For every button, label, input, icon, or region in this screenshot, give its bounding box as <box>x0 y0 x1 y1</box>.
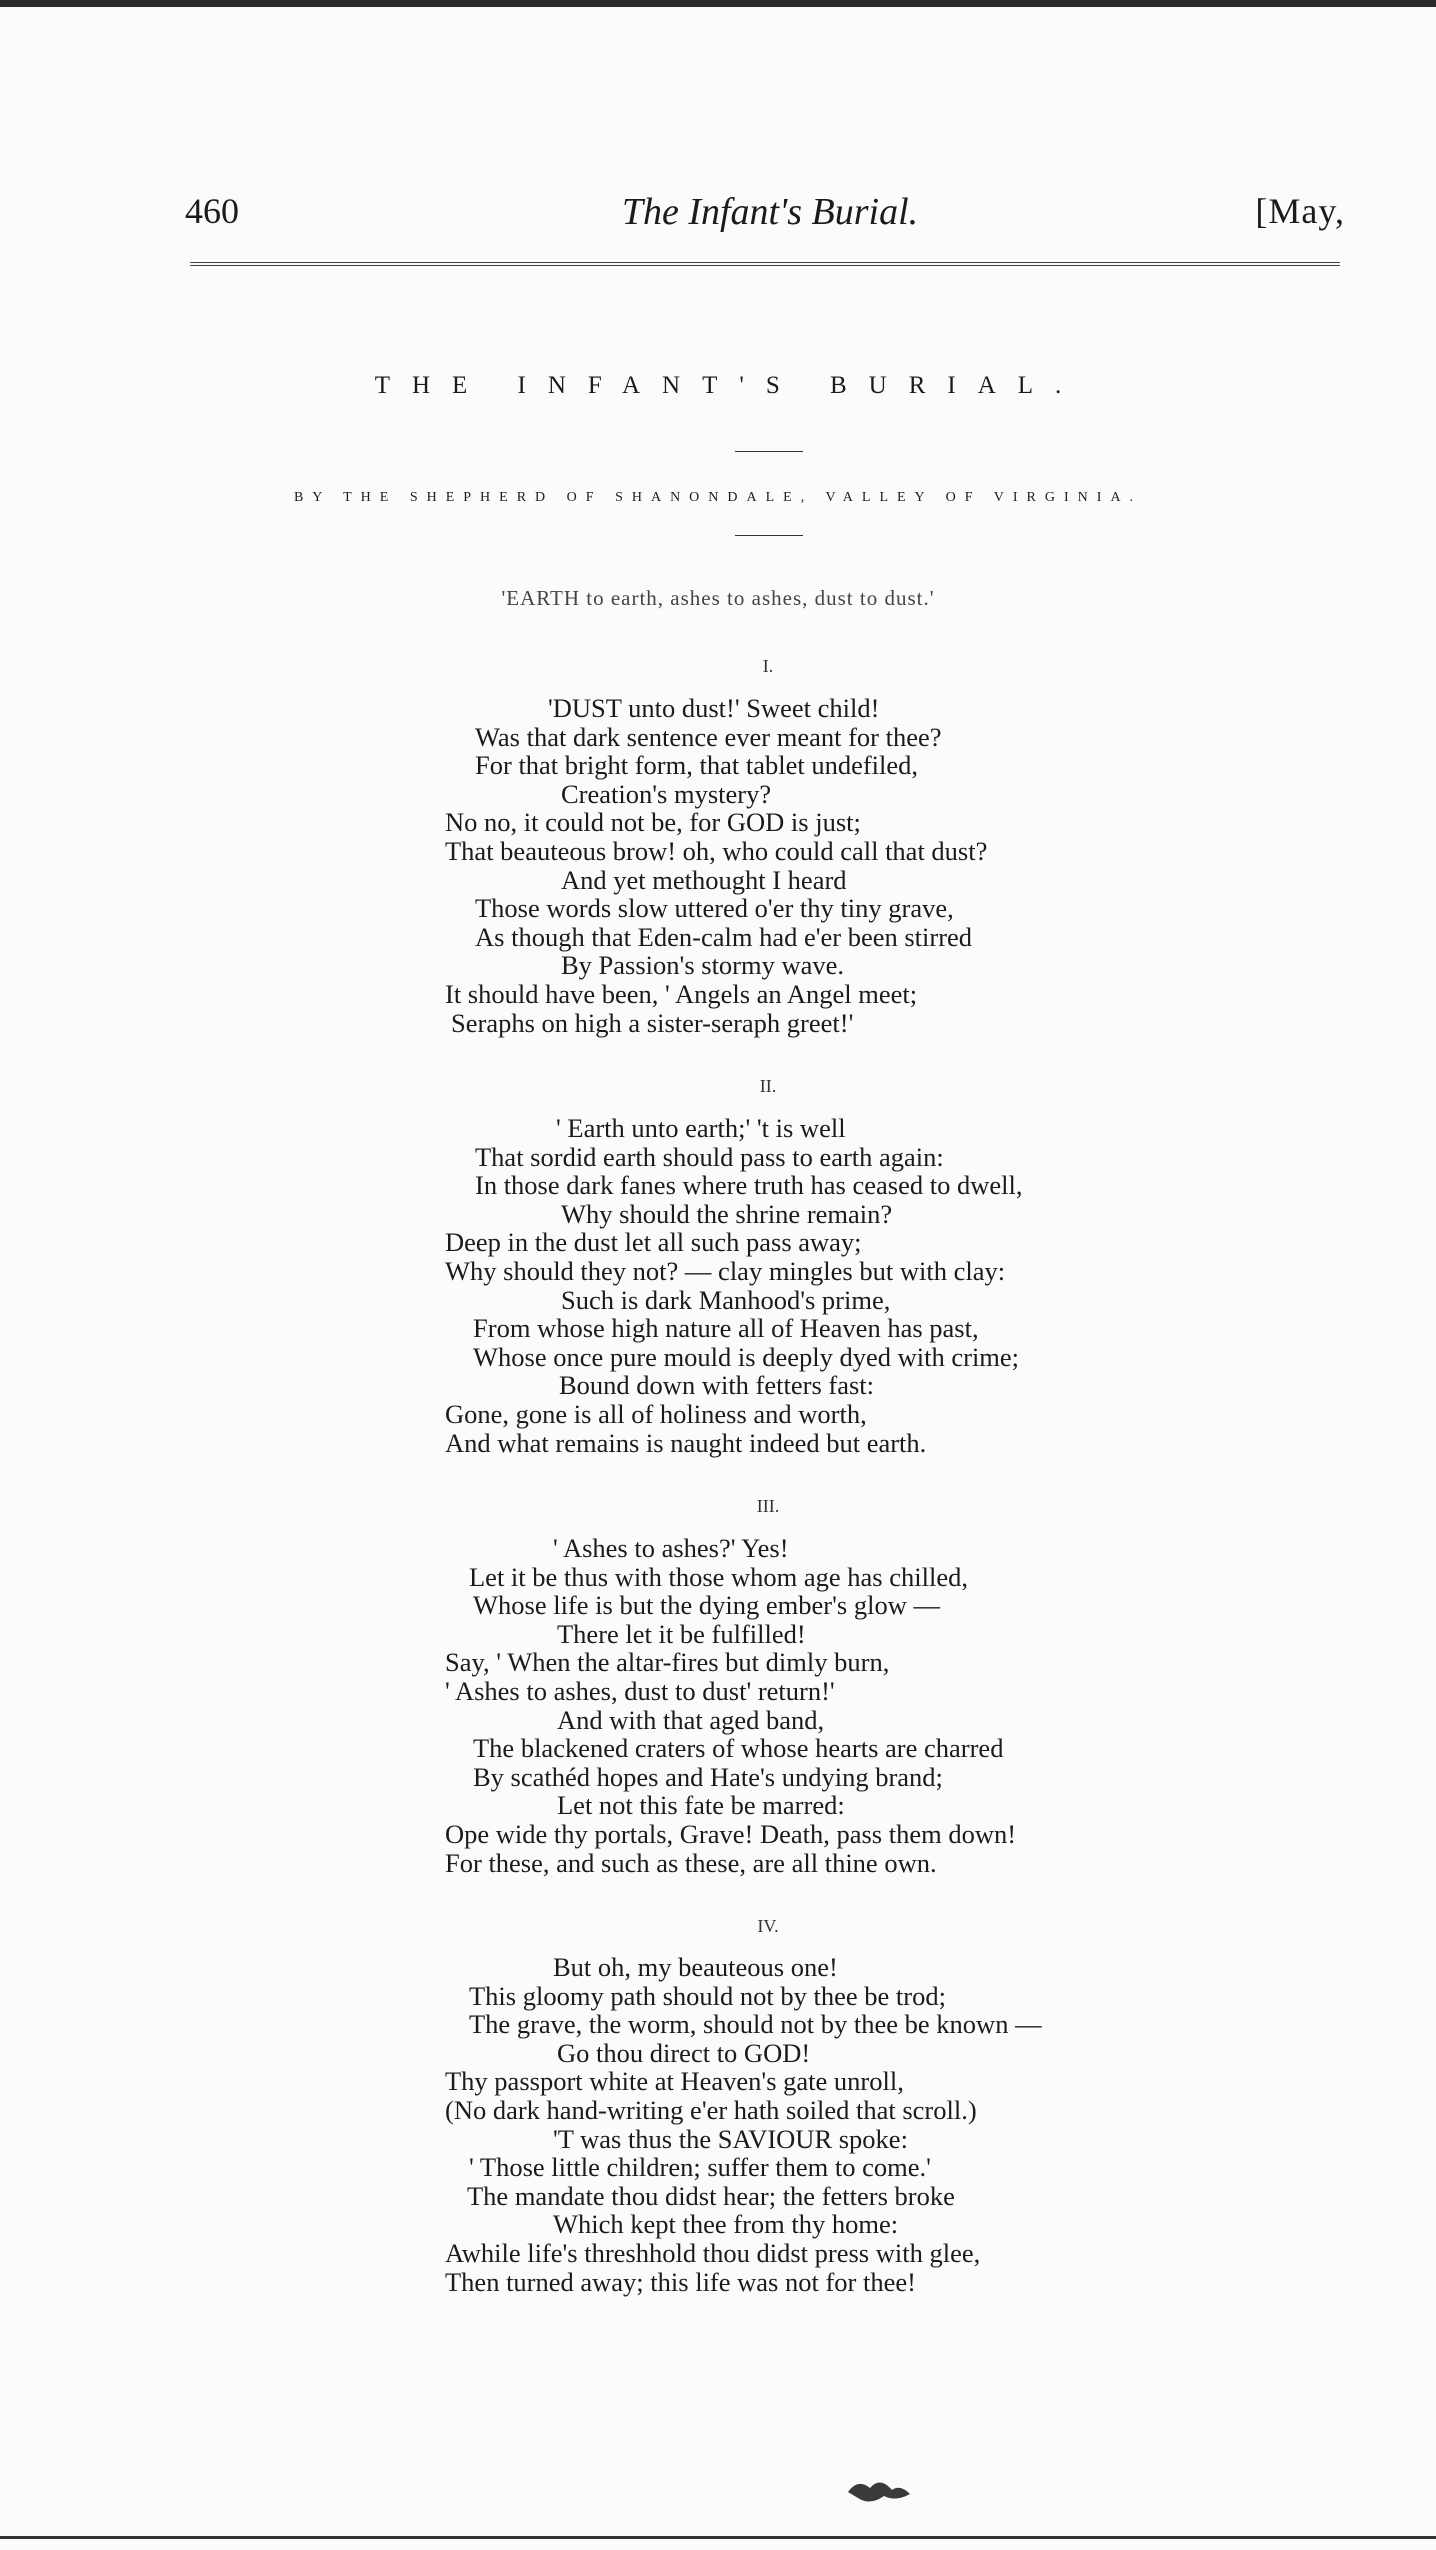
poem-line: That sordid earth should pass to earth again: <box>475 1141 944 1172</box>
poem-line: Say, ' When the altar-fires but dimly burn, <box>445 1647 890 1678</box>
poem-line: Let not this fate be marred: <box>557 1790 845 1821</box>
poem-line: But oh, my beauteous one! <box>553 1952 838 1982</box>
poem-line: Why should the shrine remain? <box>561 1198 893 1229</box>
stanza-numeral: II. <box>759 1076 777 1096</box>
page-header <box>185 190 1355 250</box>
poem-line: And yet methought I heard <box>561 864 847 895</box>
poem-line: Whose once pure mould is deeply dyed with crime; <box>473 1341 1020 1372</box>
stanza-numeral: I. <box>762 656 774 676</box>
poem-line: 'T was thus the SAVIOUR spoke: <box>553 2123 908 2154</box>
poem-line: Such is dark Manhood's prime, <box>561 1284 891 1315</box>
stanza-numeral: IV. <box>757 1916 779 1936</box>
stanza-numeral: III. <box>756 1496 780 1516</box>
byline-rule <box>735 535 803 536</box>
poem-line: The mandate thou didst hear; the fetters broke <box>467 2180 955 2211</box>
poem-line: For that bright form, that tablet undefiled, <box>475 750 919 781</box>
poem-line: By Passion's stormy wave. <box>561 950 845 981</box>
page-top-edge <box>0 0 1436 7</box>
poem-line: That beauteous brow! oh, who could call that dust? <box>445 835 988 866</box>
poem-line: Whose life is but the dying ember's glow — <box>473 1590 940 1621</box>
poem-line: By scathéd hopes and Hate's undying brand; <box>473 1761 943 1792</box>
poem-line: Then turned away; this life was not for thee! <box>445 2266 916 2297</box>
poem-line: It should have been, ' Angels an Angel meet; <box>445 978 918 1009</box>
poem-byline: BY THE SHEPHERD OF SHANONDALE, VALLEY OF VIRGINIA. <box>293 490 1143 505</box>
poem-line: Ope wide thy portals, Grave! Death, pass them down! <box>445 1818 1017 1849</box>
poem-line: Why should they not? — clay mingles but with clay: <box>445 1255 1006 1286</box>
poem-line: This gloomy path should not by thee be trod; <box>469 1980 946 2011</box>
poem-line: ' Ashes to ashes?' Yes! <box>553 1533 789 1563</box>
poem-line: As though that Eden-calm had e'er been stirred <box>475 921 973 952</box>
poem-line: And what remains is naught indeed but earth. <box>445 1427 927 1458</box>
running-title: The Infant's Burial. <box>621 191 919 233</box>
stanza-1 <box>443 694 987 1037</box>
poem-line: Awhile life's threshhold thou didst press with glee, <box>445 2237 981 2268</box>
poem-line: In those dark fanes where truth has ceased to dwell, <box>475 1170 1023 1201</box>
poem-line: For these, and such as these, are all thine own. <box>445 1847 937 1878</box>
header-rule <box>190 262 1340 266</box>
running-month: [May, <box>1255 191 1345 231</box>
stanza-4 <box>443 1953 1042 2296</box>
poem-line: Thy passport white at Heaven's gate unroll, <box>445 2066 904 2097</box>
poem-line: Deep in the dust let all such pass away; <box>445 1227 862 1258</box>
stanza-3 <box>443 1534 1016 1877</box>
poem-line: 'DUST unto dust!' Sweet child! <box>548 693 880 723</box>
poem-line: Creation's mystery? <box>561 778 772 809</box>
page-number: 460 <box>185 191 239 231</box>
poem-line: Those words slow uttered o'er thy tiny grave, <box>475 893 954 924</box>
printer-ornament-icon <box>840 2472 920 2510</box>
poem-line: There let it be fulfilled! <box>557 1618 806 1649</box>
poem-line: ' Those little children; suffer them to come.' <box>469 2152 931 2183</box>
poem-title: THE INFANT'S BURIAL. <box>374 372 1084 399</box>
poem-line: No no, it could not be, for GOD is just; <box>445 807 861 838</box>
poem-line: Go thou direct to GOD! <box>557 2037 811 2068</box>
poem-line: The blackened craters of whose hearts are charred <box>473 1733 1004 1764</box>
poem-epigraph: 'EARTH to earth, ashes to ashes, dust to dust.' <box>501 586 935 610</box>
page-bottom-edge <box>0 2536 1436 2539</box>
poem-line: From whose high nature all of Heaven has past, <box>473 1313 979 1344</box>
stanza-2 <box>443 1114 1022 1457</box>
poem-line: Was that dark sentence ever meant for thee? <box>475 721 942 752</box>
poem-line: Bound down with fetters fast: <box>559 1370 875 1401</box>
poem-line: ' Ashes to ashes, dust to dust' return!' <box>445 1675 835 1706</box>
poem-line: ' Earth unto earth;' 't is well <box>556 1113 846 1143</box>
poem-line: (No dark hand-writing e'er hath soiled that scroll.) <box>445 2094 977 2125</box>
poem-line: Which kept thee from thy home: <box>553 2209 899 2240</box>
title-rule <box>735 451 803 452</box>
poem-line: Let it be thus with those whom age has chilled, <box>469 1561 968 1592</box>
poem-line: Gone, gone is all of holiness and worth, <box>445 1398 867 1429</box>
poem-line: And with that aged band, <box>557 1704 825 1735</box>
poem-line: Seraphs on high a sister-seraph greet!' <box>451 1007 854 1038</box>
poem-line: The grave, the worm, should not by thee be known — <box>469 2009 1042 2040</box>
